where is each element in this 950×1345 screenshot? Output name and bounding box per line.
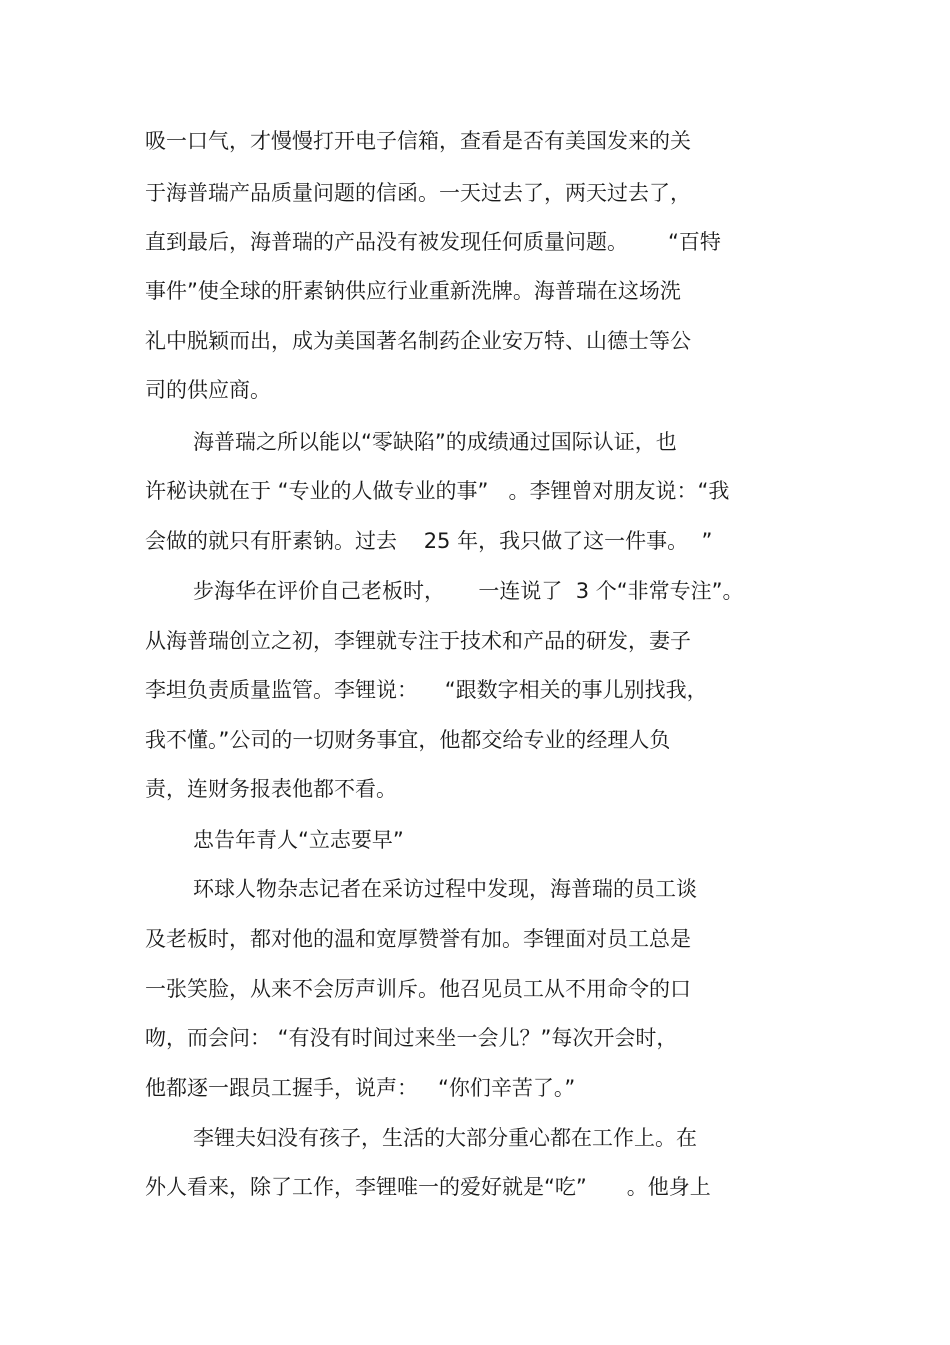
text-line: 事件”使全球的肝素钠供应行业重新洗牌。海普瑞在这场洗 bbox=[145, 279, 681, 303]
text-line: 他都逐一跟员工握手，说声： “你们辛苦了。” bbox=[145, 1076, 576, 1100]
text-line: 我不懂。”公司的一切财务事宜，他都交给专业的经理人负 bbox=[145, 728, 671, 752]
text-line: 于海普瑞产品质量问题的信函。一天过去了，两天过去了， bbox=[145, 181, 691, 205]
text-line: 一张笑脸，从来不会厉声训斥。他召见员工从不用命令的口 bbox=[145, 977, 691, 1001]
paragraph-start-line: 步海华在评价自己老板时， 一连说了 3 个“非常专注”。 bbox=[193, 579, 744, 603]
paragraph-start-line: 环球人物杂志记者在采访过程中发现，海普瑞的员工谈 bbox=[193, 877, 697, 901]
paragraph-start-line: 海普瑞之所以能以“零缺陷”的成绩通过国际认证，也 bbox=[193, 430, 677, 454]
text-line: 及老板时，都对他的温和宽厚赞誉有加。李锂面对员工总是 bbox=[145, 927, 691, 951]
text-line: 吸一口气，才慢慢打开电子信箱，查看是否有美国发来的关 bbox=[145, 129, 691, 153]
text-line: 吻，而会问： “有没有时间过来坐一会儿？”每次开会时， bbox=[145, 1026, 678, 1050]
text-line: 司的供应商。 bbox=[145, 378, 271, 402]
text-line: 从海普瑞创立之初，李锂就专注于技术和产品的研发，妻子 bbox=[145, 629, 691, 653]
text-line: 会做的就只有肝素钠。过去 25 年，我只做了这一件事。 ” bbox=[145, 529, 713, 553]
text-line: 外人看来，除了工作，李锂唯一的爱好就是“吃” 。他身上 bbox=[145, 1175, 711, 1199]
paragraph-start-line: 李锂夫妇没有孩子，生活的大部分重心都在工作上。在 bbox=[193, 1126, 697, 1150]
text-line: 李坦负责质量监管。李锂说： “跟数字相关的事儿别找我， bbox=[145, 678, 708, 702]
text-line: 责，连财务报表他都不看。 bbox=[145, 777, 397, 801]
text-line: 许秘诀就在于 “专业的人做专业的事” 。李锂曾对朋友说：“我 bbox=[145, 479, 730, 503]
text-line: 礼中脱颖而出，成为美国著名制药企业安万特、山德士等公 bbox=[145, 329, 691, 353]
section-heading: 忠告年青人“立志要早” bbox=[193, 828, 404, 852]
text-line: 直到最后，海普瑞的产品没有被发现任何质量问题。 “百特 bbox=[145, 230, 721, 254]
